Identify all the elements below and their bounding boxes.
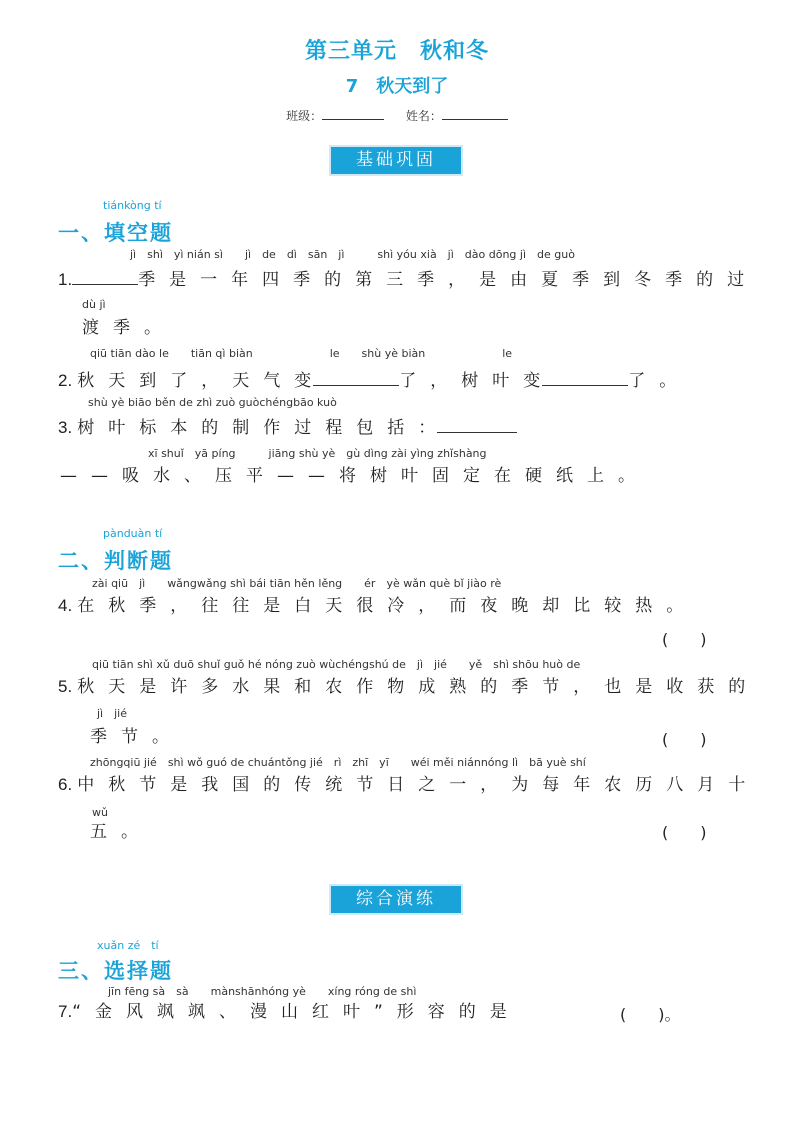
q1-pinyin-1: jì shì yì nián sì jì de dì sān jì shì yóu xià jì dào dōng jì de guò [130, 248, 575, 261]
q7-answer-paren[interactable]: ( )。 [620, 1005, 681, 1024]
q3-blank[interactable] [437, 414, 517, 433]
q2-blank-1[interactable] [313, 367, 399, 386]
q5-pinyin-2: jì jié [97, 707, 127, 720]
q1-blank[interactable] [72, 266, 138, 285]
class-blank[interactable] [322, 106, 384, 120]
q3-pinyin-2: xī shuǐ yā píng jiāng shù yè gù dìng zài yìng zhǐshàng [148, 447, 487, 460]
q2-number: 2. [58, 371, 73, 390]
section2-heading: 二、判断题 [58, 549, 173, 573]
q6-number: 6. [58, 775, 73, 794]
q1-pinyin-2: dù jì [82, 298, 106, 311]
q1-text-2: 渡季。 [82, 318, 175, 338]
q5-text-2: 季节。 [90, 727, 183, 747]
q4-answer-paren[interactable]: ( ) [662, 630, 707, 649]
lesson-title: 7 秋天到了 [345, 76, 449, 97]
section3-pinyin: xuǎn zé tí [97, 939, 159, 952]
q6-line-1 [58, 774, 759, 796]
q6-text-1: 中秋节是我国的传统节日之一，为每年农历八月十 [77, 775, 760, 795]
q5-number: 5. [58, 677, 73, 696]
section2-pinyin: pànduàn tí [103, 527, 163, 540]
q6-pinyin-2: wǔ [92, 806, 108, 819]
q6-pinyin-1: zhōngqiū jié shì wǒ guó de chuántǒng jié rì zhī yī wéi měi niánnóng lì bā yuè shí [90, 756, 586, 769]
name-blank[interactable] [442, 106, 508, 120]
q7-text: “金风飒飒、漫山红叶”形容的是 [72, 1002, 521, 1022]
q3-text-1: 树叶标本的制作过程包括： [77, 418, 450, 438]
q7-line [58, 1001, 521, 1023]
q3-number: 3. [58, 418, 73, 437]
q5-line-1 [58, 676, 759, 698]
q7-pinyin: jīn fēng sà sà mànshānhóng yè xíng róng de shì [108, 985, 417, 998]
section1-pinyin: tiánkòng tí [103, 199, 162, 212]
q5-text-1: 秋天是许多水果和农作物成熟的季节，也是收获的 [77, 677, 760, 697]
class-name-line [0, 106, 794, 124]
q3-text-2: ——吸水、压平——将树叶固定在硬纸上。 [60, 466, 649, 486]
section1-heading: 一、填空题 [58, 221, 173, 245]
section3-heading: 三、选择题 [58, 959, 173, 983]
q4-line [58, 595, 697, 617]
q4-number: 4. [58, 596, 73, 615]
q6-text-2: 五。 [90, 822, 152, 842]
q2-pinyin: qiū tiān dào le tiān qì biàn le shù yè biàn le [90, 347, 513, 360]
q6-answer-paren[interactable]: ( ) [662, 823, 707, 842]
q3-pinyin-1: shù yè biāo běn de zhì zuò guòchéngbāo kuò [88, 396, 337, 409]
banner-practice: 综合演练 [331, 886, 461, 913]
banner-basic: 基础巩固 [331, 147, 461, 174]
q1-number: 1. [58, 270, 73, 289]
q4-text: 在秋季，往往是白天很冷，而夜晚却比较热。 [77, 596, 698, 616]
q2-text-c: 了。 [628, 371, 691, 391]
class-label: 班级： [286, 109, 323, 123]
q5-answer-paren[interactable]: ( ) [662, 730, 707, 749]
q2-blank-2[interactable] [542, 367, 628, 386]
q3-line-1 [58, 414, 517, 439]
q2-text-a: 秋天到了，天气变 [77, 371, 326, 391]
q1-line-1 [58, 266, 758, 291]
q4-pinyin: zài qiū jì wǎngwǎng shì bái tiān hěn lěng ér yè wǎn què bǐ jiào rè [92, 577, 502, 590]
q5-pinyin-1: qiū tiān shì xǔ duō shuǐ guǒ hé nóng zuò wùchéngshú de jì jié yě shì shōu huò de [92, 658, 581, 671]
unit-title: 第三单元 秋和冬 [304, 39, 489, 64]
q2-line [58, 367, 690, 392]
q1-text-1: 季是一年四季的第三季，是由夏季到冬季的过 [138, 270, 759, 290]
q7-number: 7. [58, 1002, 73, 1021]
name-label: 姓名： [405, 109, 442, 123]
q2-text-b: 了，树叶变 [399, 371, 555, 391]
